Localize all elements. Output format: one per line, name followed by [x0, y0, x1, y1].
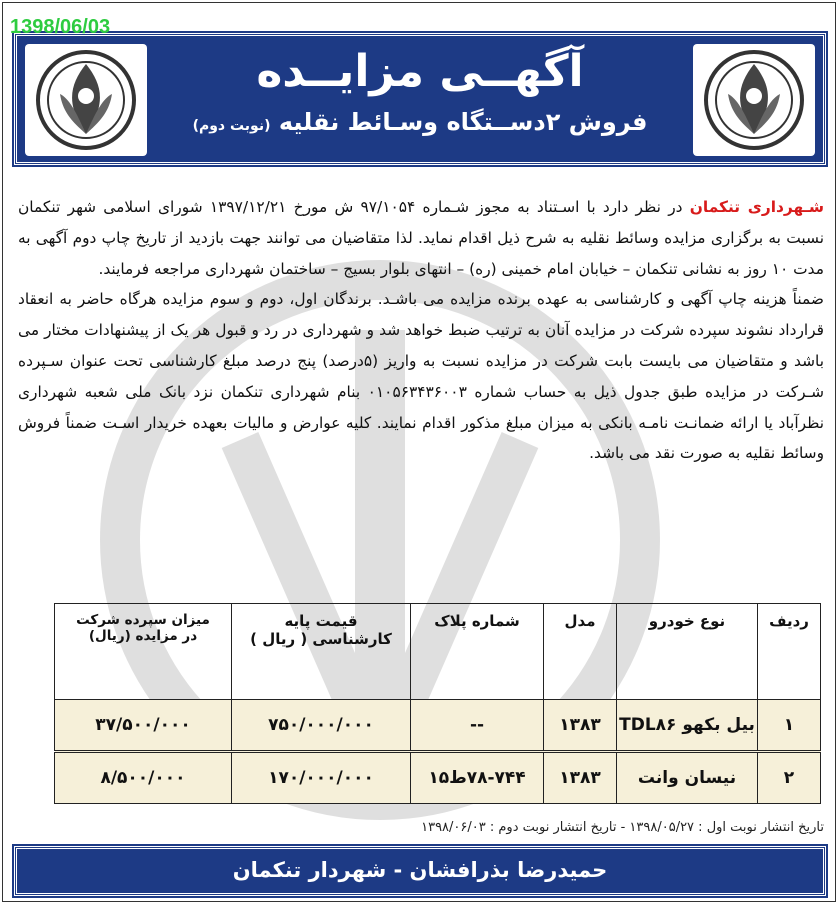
table-header-row — [55, 604, 821, 700]
cell-vehicle: بیل بکهو TDL۸۶ — [617, 700, 758, 752]
date-stamp: 1398/06/03 — [10, 16, 111, 38]
deposit-unit: در مزایده (ریال) — [88, 628, 198, 644]
paragraph-1 — [18, 192, 824, 284]
municipality-name: شـهرداری تنکمان — [689, 198, 825, 216]
col-plate: شماره پلاک — [411, 604, 544, 700]
municipality-logo-left — [25, 44, 147, 156]
subtitle-note: (نوبت دوم) — [192, 118, 271, 134]
paragraph-2: ضمناً هزینه چاپ آگهی و کارشناسی به عهده برنده مزایده می باشـد. برندگان اول، دوم و سوم مزایده هرگاه حاضر به انعقاد قرارداد نشوند سپرده شرکت در مزایده آنان به ترتیب ضبط خواهد شد و شهرداری در رد و قبول هر یک از پیشنهادات مختار می باشد و متقاضیان می بایست بابت شرکت در مزایده نسبت به واریز (۵درصد) پنج درصد مبلغ کارشناسی تحت عنوان سـپرده شـرکت در مزایده طبق جدول ذیل به حساب شماره ۰۱۰۵۶۳۴۳۶۰۰۳ بنام شهرداری تنکمان نزد بانک ملی شعبه شهرداری نظرآباد یا ارائه ضمانـت نامـه بانکی به میزان مبلغ مذکور اقدام نمایند. کلیه عوارض و مالیات بعهده خریدار اسـت ضمناً فروش وسائط نقلیه به صورت نقد می باشد. — [18, 290, 824, 463]
emblem-icon — [693, 44, 815, 156]
cell-model: ۱۳۸۳ — [544, 700, 617, 752]
table-row — [55, 700, 821, 752]
cell-plate: -- — [411, 700, 544, 752]
col-row: ردیف — [758, 604, 821, 700]
table-row — [55, 752, 821, 804]
cell-deposit: ۸/۵۰۰/۰۰۰ — [55, 752, 232, 804]
footer-signature: حمیدرضا بذرافشان - شهردار تنکمان — [14, 846, 826, 896]
paragraph-1-text: در نظر دارد با اسـتناد به مجوز شـماره ۹۷/۱۰۵۴ ش مورخ ۱۳۹۷/۱۲/۲۱ شورای اسلامی شهر تنکمان نسبت به برگزاری مزایده وسائط نقلیه به شرح ذیل اقدام نماید. لذا متقاضیان می توانند جهت بازدید از تاریخ چاپ دوم آگهی به مدت ۱۰ روز به نشانی تنکمان – خیابان امام خمینی (ره) – انتهای بلوار بسیج – ساختمان شهرداری مراجعه فرمایند. — [18, 198, 824, 278]
cell-vehicle: نیسان وانت — [617, 752, 758, 804]
col-base-price — [232, 604, 411, 700]
publication-dates: تاریخ انتشار نوبت اول : ۱۳۹۸/۰۵/۲۷ - تاریخ انتشار نوبت دوم : ۱۳۹۸/۰۶/۰۳ — [421, 820, 824, 835]
cell-base-price: ۱۷۰/۰۰۰/۰۰۰ — [232, 752, 411, 804]
announcement-body — [18, 192, 824, 469]
col-model: مدل — [544, 604, 617, 700]
cell-deposit: ۳۷/۵۰۰/۰۰۰ — [55, 700, 232, 752]
announcement-title: آگهــی مزایــده — [256, 46, 584, 97]
cell-base-price: ۷۵۰/۰۰۰/۰۰۰ — [232, 700, 411, 752]
cell-row: ۲ — [758, 752, 821, 804]
deposit-label: میزان سپرده شرکت — [76, 612, 210, 628]
col-vehicle: نوع خودرو — [617, 604, 758, 700]
base-price-label: قیمت پایه — [284, 612, 358, 630]
col-deposit — [55, 604, 232, 700]
subtitle-text: فروش ۲دســتگاه وسـائط نقلیه — [278, 108, 648, 136]
vehicles-table — [54, 603, 821, 804]
cell-row: ۱ — [758, 700, 821, 752]
announcement-subtitle — [167, 108, 673, 136]
header-banner — [14, 33, 826, 165]
base-price-unit: کارشناسی ( ریال ) — [250, 630, 392, 648]
cell-model: ۱۳۸۳ — [544, 752, 617, 804]
cell-plate: ۷۸-۷۴۴ط۱۵ — [411, 752, 544, 804]
emblem-icon — [25, 44, 147, 156]
municipality-logo-right — [693, 44, 815, 156]
